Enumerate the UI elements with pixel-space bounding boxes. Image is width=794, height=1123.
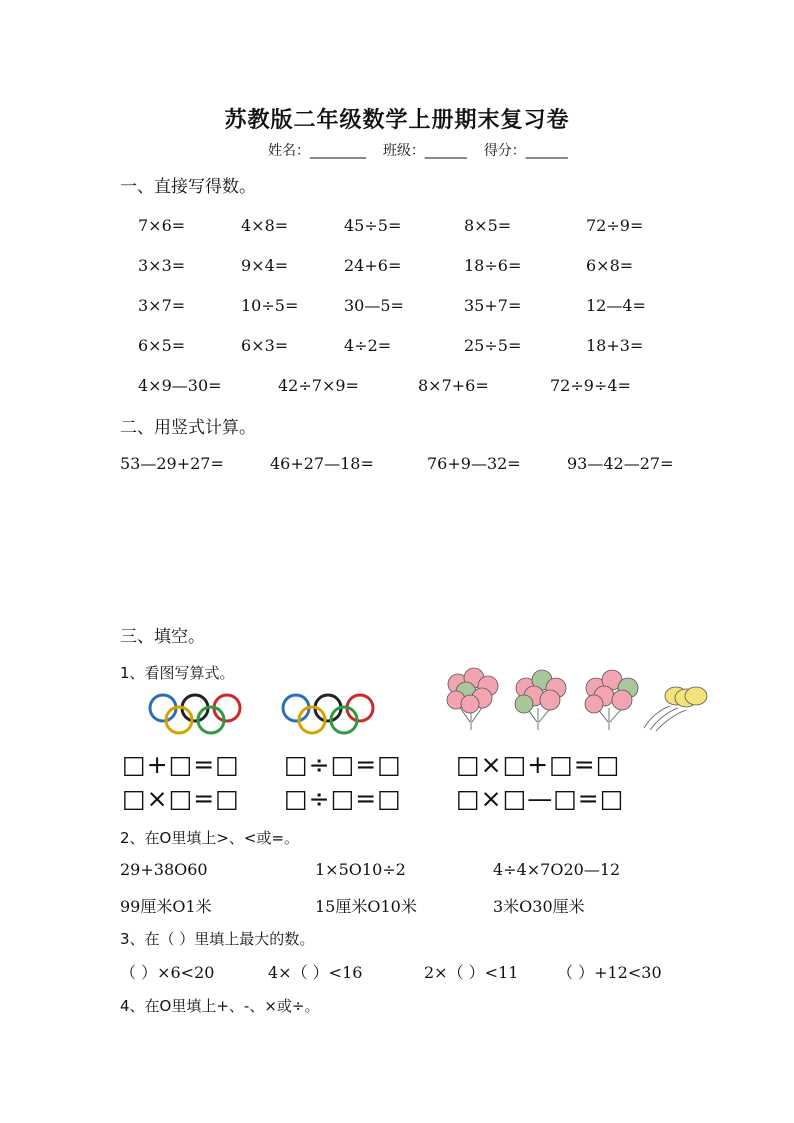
problem: 35+7= <box>464 296 522 315</box>
problem: 12—4= <box>586 296 646 315</box>
compare-item: 99厘米O1米 <box>120 897 212 916</box>
problem: 4×9—30= <box>138 376 222 395</box>
problem: 3×3= <box>138 256 186 275</box>
compare-item: 1×5O10÷2 <box>315 860 406 879</box>
problem: 72÷9÷4= <box>550 376 631 395</box>
q2-label: 2、在O里填上>、<或=。 <box>120 829 300 847</box>
problem: 6×5= <box>138 336 186 355</box>
balloon-bunch-icon <box>640 676 710 732</box>
balloon-bunch-icon <box>508 666 570 732</box>
equation-boxes[interactable]: □×□+□=□ <box>456 750 621 779</box>
problem: 9×4= <box>241 256 289 275</box>
olympic-rings-image-2 <box>278 692 378 736</box>
student-info <box>268 140 568 160</box>
compare-item: 4÷4×7O20—12 <box>493 860 621 879</box>
q3-label: 3、在（ ）里填上最大的数。 <box>120 930 315 948</box>
name-field[interactable]: 姓名：________ <box>268 143 366 159</box>
balloon-bunch-icon <box>438 664 504 732</box>
problem: 6×3= <box>241 336 289 355</box>
inequality-item: 2×（ ）<11 <box>424 963 519 982</box>
section-1-heading: 一、直接写得数。 <box>120 177 256 197</box>
q4-label: 4、在O里填上+、-、×或÷。 <box>120 997 320 1015</box>
compare-item: 3米O30厘米 <box>493 897 585 916</box>
problem: 42÷7×9= <box>278 376 359 395</box>
problem: 4÷2= <box>344 336 392 355</box>
equation-boxes[interactable]: □×□—□=□ <box>456 784 625 813</box>
problem: 76+9—32= <box>427 454 521 473</box>
problem: 45÷5= <box>344 216 402 235</box>
olympic-rings-image-1 <box>145 692 245 736</box>
score-field[interactable]: 得分：______ <box>483 143 568 159</box>
equation-boxes[interactable]: □÷□=□ <box>284 750 402 779</box>
problem: 8×7+6= <box>418 376 489 395</box>
problem: 53—29+27= <box>120 454 224 473</box>
problem: 3×7= <box>138 296 186 315</box>
inequality-item: 4×（ ）<16 <box>268 963 363 982</box>
page-title: 苏教版二年级数学上册期末复习卷 <box>224 107 570 133</box>
problem: 6×8= <box>586 256 634 275</box>
compare-item: 29+38O60 <box>120 860 208 879</box>
q1-label: 1、看图写算式。 <box>120 664 235 682</box>
class-field[interactable]: 班级：______ <box>382 143 467 159</box>
problem: 24+6= <box>344 256 402 275</box>
equation-boxes[interactable]: □÷□=□ <box>284 784 402 813</box>
section-2-heading: 二、用竖式计算。 <box>120 418 256 438</box>
problem: 18+3= <box>586 336 644 355</box>
section-3-heading: 三、填空。 <box>120 627 205 647</box>
problem: 10÷5= <box>241 296 299 315</box>
problem: 93—42—27= <box>567 454 674 473</box>
compare-item: 15厘米O10米 <box>315 897 417 916</box>
equation-boxes[interactable]: □+□=□ <box>122 750 240 779</box>
inequality-item: （ ）×6<20 <box>120 963 215 982</box>
problem: 46+27—18= <box>270 454 374 473</box>
inequality-item: （ ）+12<30 <box>557 963 662 982</box>
problem: 25÷5= <box>464 336 522 355</box>
balloon-bunch-icon <box>578 666 642 732</box>
problem: 4×8= <box>241 216 289 235</box>
problem: 30—5= <box>344 296 404 315</box>
problem: 8×5= <box>464 216 512 235</box>
problem: 18÷6= <box>464 256 522 275</box>
equation-boxes[interactable]: □×□=□ <box>122 784 240 813</box>
problem: 72÷9= <box>586 216 644 235</box>
problem: 7×6= <box>138 216 186 235</box>
